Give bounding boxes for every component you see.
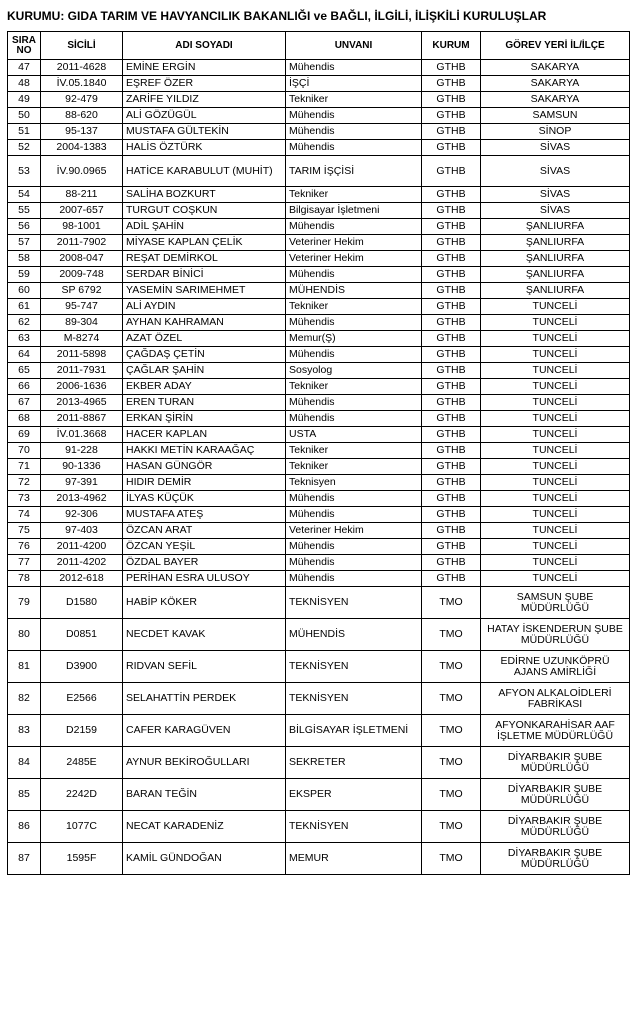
cell-adi-soyadi: NECAT KARADENİZ (123, 811, 286, 843)
cell-kurum: GTHB (422, 411, 481, 427)
cell-kurum: GTHB (422, 140, 481, 156)
cell-unvan: Teknisyen (286, 475, 422, 491)
table-row (8, 779, 630, 811)
cell-adi-soyadi: NECDET KAVAK (123, 619, 286, 651)
cell-kurum: GTHB (422, 267, 481, 283)
cell-sira-no: 53 (8, 156, 41, 187)
table-row (8, 555, 630, 571)
cell-gorev-yeri: TUNCELİ (481, 555, 630, 571)
cell-kurum: TMO (422, 587, 481, 619)
cell-kurum: GTHB (422, 443, 481, 459)
cell-gorev-yeri: ŞANLIURFA (481, 219, 630, 235)
cell-sicil: 2013-4965 (41, 395, 123, 411)
cell-adi-soyadi: HALİS ÖZTÜRK (123, 140, 286, 156)
cell-sicil: 2011-4202 (41, 555, 123, 571)
table-row (8, 523, 630, 539)
cell-adi-soyadi: SERDAR BİNİCİ (123, 267, 286, 283)
cell-sicil: 92-479 (41, 92, 123, 108)
table-row (8, 587, 630, 619)
cell-sira-no: 52 (8, 140, 41, 156)
cell-kurum: GTHB (422, 108, 481, 124)
cell-unvan: Mühendis (286, 140, 422, 156)
cell-kurum: GTHB (422, 555, 481, 571)
cell-unvan: Tekniker (286, 379, 422, 395)
cell-sicil: M-8274 (41, 331, 123, 347)
table-row (8, 443, 630, 459)
cell-sicil: D0851 (41, 619, 123, 651)
cell-gorev-yeri: SAMSUN ŞUBE MÜDÜRLÜĞÜ (481, 587, 630, 619)
cell-sicil: 2485E (41, 747, 123, 779)
cell-unvan: Tekniker (286, 443, 422, 459)
cell-kurum: GTHB (422, 235, 481, 251)
header-sicil: SİCİLİ (41, 32, 123, 60)
table-row (8, 267, 630, 283)
cell-adi-soyadi: SELAHATTİN PERDEK (123, 683, 286, 715)
cell-sicil: 92-306 (41, 507, 123, 523)
cell-kurum: GTHB (422, 60, 481, 76)
cell-sicil: 89-304 (41, 315, 123, 331)
cell-sicil: 97-391 (41, 475, 123, 491)
cell-sira-no: 80 (8, 619, 41, 651)
cell-unvan: Mühendis (286, 491, 422, 507)
personnel-table (7, 31, 630, 875)
cell-adi-soyadi: SALİHA BOZKURT (123, 187, 286, 203)
table-row (8, 251, 630, 267)
cell-kurum: GTHB (422, 507, 481, 523)
cell-kurum: GTHB (422, 459, 481, 475)
cell-sira-no: 82 (8, 683, 41, 715)
cell-unvan: TEKNİSYEN (286, 811, 422, 843)
cell-sicil: D2159 (41, 715, 123, 747)
cell-kurum: GTHB (422, 571, 481, 587)
cell-adi-soyadi: AYNUR BEKİROĞULLARI (123, 747, 286, 779)
table-row (8, 76, 630, 92)
cell-adi-soyadi: ÖZCAN YEŞİL (123, 539, 286, 555)
table-row (8, 363, 630, 379)
cell-sicil: 95-747 (41, 299, 123, 315)
cell-sicil: D3900 (41, 651, 123, 683)
cell-gorev-yeri: SİVAS (481, 140, 630, 156)
cell-adi-soyadi: ERKAN ŞİRİN (123, 411, 286, 427)
cell-sicil: SP 6792 (41, 283, 123, 299)
cell-gorev-yeri: TUNCELİ (481, 523, 630, 539)
cell-unvan: TEKNİSYEN (286, 587, 422, 619)
cell-sira-no: 48 (8, 76, 41, 92)
cell-adi-soyadi: HABİP KÖKER (123, 587, 286, 619)
cell-sicil: 2006-1636 (41, 379, 123, 395)
cell-gorev-yeri: TUNCELİ (481, 315, 630, 331)
cell-unvan: TEKNİSYEN (286, 683, 422, 715)
cell-sicil: İV.01.3668 (41, 427, 123, 443)
cell-adi-soyadi: EŞREF ÖZER (123, 76, 286, 92)
cell-kurum: TMO (422, 811, 481, 843)
cell-sira-no: 84 (8, 747, 41, 779)
cell-kurum: GTHB (422, 379, 481, 395)
cell-adi-soyadi: CAFER KARAGÜVEN (123, 715, 286, 747)
cell-gorev-yeri: TUNCELİ (481, 507, 630, 523)
cell-adi-soyadi: ÇAĞDAŞ ÇETİN (123, 347, 286, 363)
cell-sira-no: 66 (8, 379, 41, 395)
cell-adi-soyadi: ALİ AYDIN (123, 299, 286, 315)
cell-kurum: GTHB (422, 124, 481, 140)
cell-sicil: 2011-8867 (41, 411, 123, 427)
table-row (8, 203, 630, 219)
cell-adi-soyadi: BARAN TEĞİN (123, 779, 286, 811)
cell-gorev-yeri: SAKARYA (481, 76, 630, 92)
cell-unvan: Tekniker (286, 299, 422, 315)
cell-sira-no: 51 (8, 124, 41, 140)
cell-kurum: GTHB (422, 475, 481, 491)
cell-gorev-yeri: SAKARYA (481, 60, 630, 76)
cell-gorev-yeri: TUNCELİ (481, 475, 630, 491)
cell-unvan: BİLGİSAYAR İŞLETMENİ (286, 715, 422, 747)
cell-sicil: 97-403 (41, 523, 123, 539)
cell-unvan: SEKRETER (286, 747, 422, 779)
cell-unvan: TARIM İŞÇİSİ (286, 156, 422, 187)
cell-unvan: Mühendis (286, 507, 422, 523)
cell-sira-no: 78 (8, 571, 41, 587)
cell-kurum: TMO (422, 619, 481, 651)
cell-sicil: 1077C (41, 811, 123, 843)
cell-kurum: GTHB (422, 363, 481, 379)
cell-sira-no: 57 (8, 235, 41, 251)
cell-gorev-yeri: ŞANLIURFA (481, 235, 630, 251)
cell-sira-no: 63 (8, 331, 41, 347)
cell-sicil: 2012-618 (41, 571, 123, 587)
cell-adi-soyadi: ÇAĞLAR ŞAHİN (123, 363, 286, 379)
table-row (8, 427, 630, 443)
cell-gorev-yeri: HATAY İSKENDERUN ŞUBE MÜDÜRLÜĞÜ (481, 619, 630, 651)
cell-gorev-yeri: AFYONKARAHİSAR AAF İŞLETME MÜDÜRLÜĞÜ (481, 715, 630, 747)
cell-sicil: İV.90.0965 (41, 156, 123, 187)
cell-adi-soyadi: İLYAS KÜÇÜK (123, 491, 286, 507)
table-row (8, 747, 630, 779)
cell-sicil: 2011-7902 (41, 235, 123, 251)
table-row (8, 651, 630, 683)
cell-kurum: GTHB (422, 92, 481, 108)
cell-sira-no: 86 (8, 811, 41, 843)
cell-adi-soyadi: EMİNE ERGİN (123, 60, 286, 76)
cell-unvan: EKSPER (286, 779, 422, 811)
table-row (8, 379, 630, 395)
table-row (8, 619, 630, 651)
cell-adi-soyadi: ÖZDAL BAYER (123, 555, 286, 571)
cell-gorev-yeri: SİVAS (481, 203, 630, 219)
cell-sira-no: 79 (8, 587, 41, 619)
cell-kurum: TMO (422, 683, 481, 715)
cell-sicil: 88-620 (41, 108, 123, 124)
cell-unvan: Mühendis (286, 60, 422, 76)
cell-sira-no: 55 (8, 203, 41, 219)
table-row (8, 539, 630, 555)
cell-sicil: D1580 (41, 587, 123, 619)
cell-kurum: TMO (422, 843, 481, 875)
cell-sira-no: 77 (8, 555, 41, 571)
cell-unvan: Tekniker (286, 92, 422, 108)
cell-gorev-yeri: TUNCELİ (481, 459, 630, 475)
table-row (8, 347, 630, 363)
cell-adi-soyadi: AZAT ÖZEL (123, 331, 286, 347)
table-row (8, 283, 630, 299)
cell-sira-no: 59 (8, 267, 41, 283)
cell-kurum: GTHB (422, 251, 481, 267)
cell-adi-soyadi: HIDIR DEMİR (123, 475, 286, 491)
cell-adi-soyadi: PERİHAN ESRA ULUSOY (123, 571, 286, 587)
cell-gorev-yeri: SAKARYA (481, 92, 630, 108)
cell-unvan: MÜHENDİS (286, 619, 422, 651)
cell-sicil: 88-211 (41, 187, 123, 203)
cell-kurum: GTHB (422, 427, 481, 443)
table-header-row (8, 32, 630, 60)
cell-sicil: 2004-1383 (41, 140, 123, 156)
cell-gorev-yeri: EDİRNE UZUNKÖPRÜ AJANS AMİRLİĞİ (481, 651, 630, 683)
cell-sicil: 2011-7931 (41, 363, 123, 379)
cell-kurum: GTHB (422, 203, 481, 219)
header-gorev-yeri: GÖREV YERİ İL/İLÇE (481, 32, 630, 60)
cell-unvan: MEMUR (286, 843, 422, 875)
cell-adi-soyadi: ÖZCAN ARAT (123, 523, 286, 539)
table-row (8, 315, 630, 331)
cell-gorev-yeri: TUNCELİ (481, 347, 630, 363)
cell-sicil: 2011-4200 (41, 539, 123, 555)
cell-sira-no: 65 (8, 363, 41, 379)
cell-unvan: USTA (286, 427, 422, 443)
cell-unvan: TEKNİSYEN (286, 651, 422, 683)
cell-unvan: Sosyolog (286, 363, 422, 379)
cell-unvan: Veteriner Hekim (286, 523, 422, 539)
cell-kurum: TMO (422, 715, 481, 747)
cell-sira-no: 67 (8, 395, 41, 411)
cell-gorev-yeri: ŞANLIURFA (481, 283, 630, 299)
cell-sicil: 2009-748 (41, 267, 123, 283)
cell-gorev-yeri: ŞANLIURFA (481, 251, 630, 267)
header-kurum: KURUM (422, 32, 481, 60)
cell-gorev-yeri: ŞANLIURFA (481, 267, 630, 283)
cell-sira-no: 70 (8, 443, 41, 459)
cell-gorev-yeri: TUNCELİ (481, 411, 630, 427)
cell-adi-soyadi: ALİ GÖZÜGÜL (123, 108, 286, 124)
cell-gorev-yeri: TUNCELİ (481, 363, 630, 379)
cell-unvan: Mühendis (286, 315, 422, 331)
cell-adi-soyadi: ADİL ŞAHİN (123, 219, 286, 235)
cell-sicil: 2242D (41, 779, 123, 811)
cell-adi-soyadi: HAKKI METİN KARAAĞAÇ (123, 443, 286, 459)
cell-gorev-yeri: DİYARBAKIR ŞUBE MÜDÜRLÜĞÜ (481, 779, 630, 811)
cell-unvan: Mühendis (286, 219, 422, 235)
cell-gorev-yeri: TUNCELİ (481, 395, 630, 411)
cell-adi-soyadi: AYHAN KAHRAMAN (123, 315, 286, 331)
cell-kurum: GTHB (422, 219, 481, 235)
cell-adi-soyadi: MUSTAFA GÜLTEKİN (123, 124, 286, 140)
cell-kurum: GTHB (422, 395, 481, 411)
cell-gorev-yeri: AFYON ALKALOİDLERİ FABRİKASI (481, 683, 630, 715)
cell-sira-no: 83 (8, 715, 41, 747)
table-row (8, 299, 630, 315)
header-adi-soyadi: ADI SOYADI (123, 32, 286, 60)
cell-adi-soyadi: REŞAT DEMİRKOL (123, 251, 286, 267)
table-row (8, 395, 630, 411)
cell-gorev-yeri: TUNCELİ (481, 443, 630, 459)
table-row (8, 140, 630, 156)
cell-gorev-yeri: TUNCELİ (481, 427, 630, 443)
cell-sira-no: 61 (8, 299, 41, 315)
cell-sira-no: 54 (8, 187, 41, 203)
cell-sicil: İV.05.1840 (41, 76, 123, 92)
table-row (8, 507, 630, 523)
cell-sira-no: 87 (8, 843, 41, 875)
cell-sicil: 98-1001 (41, 219, 123, 235)
cell-adi-soyadi: MİYASE KAPLAN ÇELİK (123, 235, 286, 251)
cell-sira-no: 62 (8, 315, 41, 331)
cell-kurum: GTHB (422, 331, 481, 347)
cell-kurum: TMO (422, 651, 481, 683)
cell-adi-soyadi: HACER KAPLAN (123, 427, 286, 443)
cell-sira-no: 69 (8, 427, 41, 443)
cell-kurum: GTHB (422, 491, 481, 507)
cell-sira-no: 81 (8, 651, 41, 683)
cell-kurum: GTHB (422, 523, 481, 539)
cell-gorev-yeri: DİYARBAKIR ŞUBE MÜDÜRLÜĞÜ (481, 747, 630, 779)
cell-sira-no: 71 (8, 459, 41, 475)
cell-sira-no: 74 (8, 507, 41, 523)
cell-kurum: GTHB (422, 539, 481, 555)
header-unvan: UNVANI (286, 32, 422, 60)
cell-unvan: Tekniker (286, 459, 422, 475)
cell-kurum: GTHB (422, 156, 481, 187)
cell-sira-no: 85 (8, 779, 41, 811)
cell-unvan: Mühendis (286, 571, 422, 587)
table-row (8, 411, 630, 427)
cell-sira-no: 58 (8, 251, 41, 267)
table-row (8, 811, 630, 843)
cell-sicil: 2008-047 (41, 251, 123, 267)
cell-adi-soyadi: MUSTAFA ATEŞ (123, 507, 286, 523)
cell-unvan: Mühendis (286, 347, 422, 363)
cell-gorev-yeri: SİNOP (481, 124, 630, 140)
cell-sira-no: 72 (8, 475, 41, 491)
cell-sira-no: 73 (8, 491, 41, 507)
cell-unvan: Memur(Ş) (286, 331, 422, 347)
cell-unvan: Veteriner Hekim (286, 235, 422, 251)
cell-kurum: GTHB (422, 299, 481, 315)
table-row (8, 459, 630, 475)
cell-gorev-yeri: SİVAS (481, 156, 630, 187)
cell-sira-no: 76 (8, 539, 41, 555)
cell-adi-soyadi: TURGUT COŞKUN (123, 203, 286, 219)
cell-sira-no: 60 (8, 283, 41, 299)
document-title: KURUMU: GIDA TARIM VE HAVYANCILIK BAKANLIĞI ve BAĞLI, İLGİLİ, İLİŞKİLİ KURULUŞLAR (7, 9, 547, 23)
cell-sicil: 2013-4962 (41, 491, 123, 507)
table-row (8, 187, 630, 203)
cell-sira-no: 47 (8, 60, 41, 76)
cell-kurum: GTHB (422, 283, 481, 299)
cell-adi-soyadi: EREN TURAN (123, 395, 286, 411)
cell-gorev-yeri: TUNCELİ (481, 299, 630, 315)
cell-sicil: 2011-5898 (41, 347, 123, 363)
cell-unvan: Mühendis (286, 267, 422, 283)
table-row (8, 92, 630, 108)
cell-kurum: GTHB (422, 187, 481, 203)
cell-sicil: E2566 (41, 683, 123, 715)
cell-gorev-yeri: DİYARBAKIR ŞUBE MÜDÜRLÜĞÜ (481, 843, 630, 875)
cell-gorev-yeri: TUNCELİ (481, 491, 630, 507)
cell-unvan: MÜHENDİS (286, 283, 422, 299)
table-row (8, 491, 630, 507)
cell-adi-soyadi: YASEMİN SARIMEHMET (123, 283, 286, 299)
cell-adi-soyadi: HASAN GÜNGÖR (123, 459, 286, 475)
cell-sira-no: 56 (8, 219, 41, 235)
cell-gorev-yeri: TUNCELİ (481, 571, 630, 587)
table-row (8, 156, 630, 187)
cell-kurum: GTHB (422, 347, 481, 363)
cell-sira-no: 50 (8, 108, 41, 124)
cell-kurum: TMO (422, 747, 481, 779)
table-row (8, 219, 630, 235)
cell-sicil: 90-1336 (41, 459, 123, 475)
cell-sira-no: 75 (8, 523, 41, 539)
cell-sira-no: 49 (8, 92, 41, 108)
table-row (8, 475, 630, 491)
cell-sicil: 95-137 (41, 124, 123, 140)
cell-kurum: GTHB (422, 315, 481, 331)
cell-unvan: Mühendis (286, 555, 422, 571)
cell-kurum: GTHB (422, 76, 481, 92)
cell-unvan: İŞÇİ (286, 76, 422, 92)
table-row (8, 235, 630, 251)
cell-unvan: Mühendis (286, 539, 422, 555)
cell-adi-soyadi: KAMİL GÜNDOĞAN (123, 843, 286, 875)
header-sira-no: SIRA NO (8, 32, 41, 60)
table-row (8, 331, 630, 347)
cell-gorev-yeri: TUNCELİ (481, 539, 630, 555)
cell-unvan: Bilgisayar İşletmeni (286, 203, 422, 219)
cell-adi-soyadi: EKBER ADAY (123, 379, 286, 395)
table-row (8, 571, 630, 587)
cell-gorev-yeri: TUNCELİ (481, 331, 630, 347)
cell-adi-soyadi: RIDVAN SEFİL (123, 651, 286, 683)
cell-unvan: Mühendis (286, 124, 422, 140)
table-row (8, 124, 630, 140)
table-row (8, 843, 630, 875)
cell-unvan: Veteriner Hekim (286, 251, 422, 267)
table-row (8, 715, 630, 747)
cell-kurum: TMO (422, 779, 481, 811)
cell-gorev-yeri: DİYARBAKIR ŞUBE MÜDÜRLÜĞÜ (481, 811, 630, 843)
cell-sicil: 2007-657 (41, 203, 123, 219)
cell-unvan: Mühendis (286, 108, 422, 124)
cell-adi-soyadi: ZARİFE YILDIZ (123, 92, 286, 108)
cell-sira-no: 68 (8, 411, 41, 427)
cell-sira-no: 64 (8, 347, 41, 363)
cell-gorev-yeri: SİVAS (481, 187, 630, 203)
cell-sicil: 1595F (41, 843, 123, 875)
cell-unvan: Mühendis (286, 411, 422, 427)
table-row (8, 108, 630, 124)
cell-unvan: Mühendis (286, 395, 422, 411)
cell-sicil: 2011-4628 (41, 60, 123, 76)
table-row (8, 60, 630, 76)
cell-gorev-yeri: SAMSUN (481, 108, 630, 124)
cell-gorev-yeri: TUNCELİ (481, 379, 630, 395)
table-row (8, 683, 630, 715)
cell-unvan: Tekniker (286, 187, 422, 203)
cell-adi-soyadi: HATİCE KARABULUT (MUHİT) (123, 156, 286, 187)
cell-sicil: 91-228 (41, 443, 123, 459)
